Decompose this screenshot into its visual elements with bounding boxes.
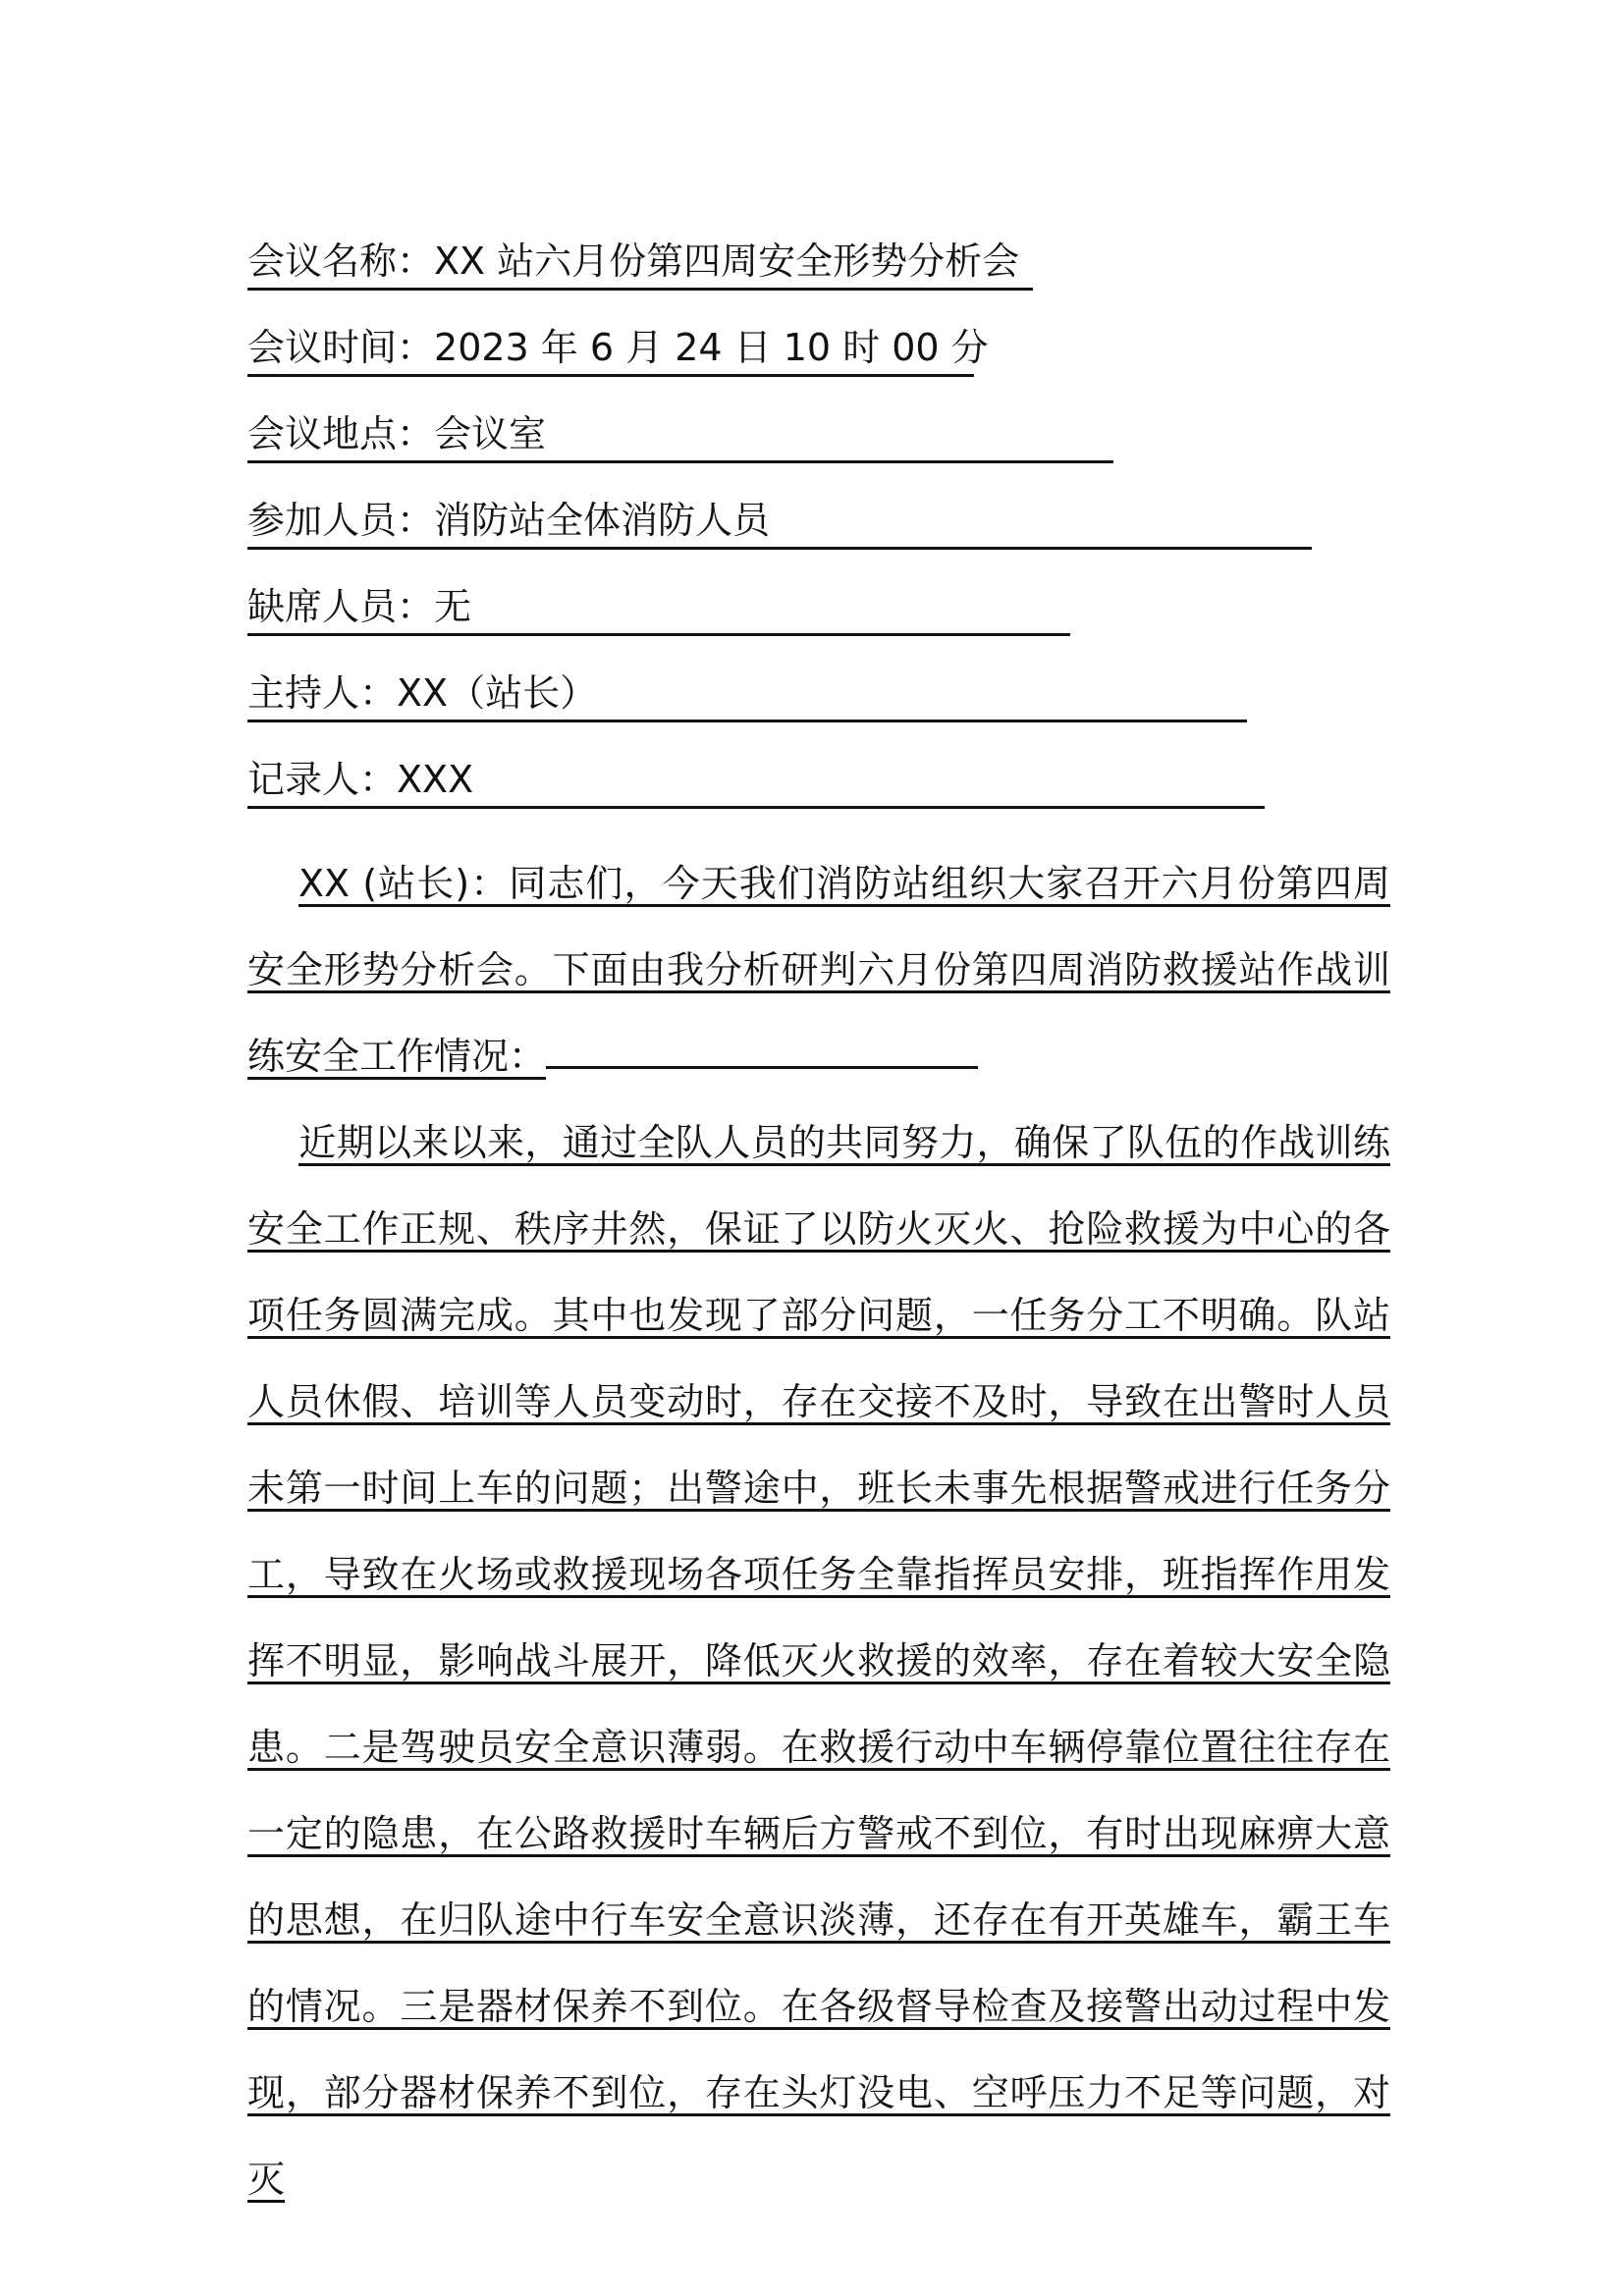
field-meeting-name [247,236,1390,322]
field-label: 主持人： [247,671,398,715]
field-underline [247,498,1312,550]
field-attendees [247,495,1390,581]
field-underline [247,411,1113,463]
field-label: 会议名称： [247,240,435,283]
field-host [247,667,1390,754]
paragraph-text: XX (站长)：同志们，今天我们消防站组织大家召开六月份第四周安全形势分析会。下面由我分析研判六月份第四周消防救援站作战训练安全工作情况： [247,862,1390,1078]
field-label: 会议地点： [247,412,435,455]
field-label: 缺席人员： [247,585,435,628]
paragraph-text: 近期以来以来，通过全队人员的共同努力，确保了队伍的作战训练安全工作正规、秩序井然，保证了以防火灭火、抢险救援为中心的各项任务圆满完成。其中也发现了部分问题，一任务分工不明确。队站人员休假、培训等人员变动时，存在交接不及时，导致在出警时人员未第一时间上车的问题；出警途中，班长未事先根据警戒进行任务分工，导致在火场或救援现场各项任务全靠指挥员安排，班指挥作用发挥不明显，影响战斗展开，降低灭火救援的效率，存在着较大安全隐患。二是驾驶员安全意识薄弱。在救援行动中车辆停靠位置往往存在一定的隐患，在公路救援时车辆后方警戒不到位，有时出现麻痹大意的思想，在归队途中行车安全意识淡薄，还存在有开英雄车，霸王车的情况。三是器材保养不到位。在各级督导检查及接警出动过程中发现，部分器材保养不到位，存在头灯没电、空呼压力不足等问题，对灭 [247,1121,1390,2201]
document-page [247,236,1390,2222]
field-value: XX 站六月份第四周安全形势分析会 [434,240,1020,283]
field-label: 记录人： [247,758,398,801]
field-value: XXX [397,758,474,801]
field-value: 消防站全体消防人员 [434,499,771,542]
field-label: 参加人员： [247,499,435,542]
field-underline [247,670,1247,722]
field-value: 2023 年 6 月 24 日 10 时 00 分 [434,326,989,369]
trailing-underline [546,1056,978,1069]
field-value: 会议室 [434,412,547,455]
paragraph-analysis [247,1099,1390,2222]
field-underline [247,325,989,377]
field-underline [247,584,1070,636]
field-value: XX（站长） [397,671,598,715]
field-absentees [247,581,1390,667]
field-label: 会议时间： [247,326,435,369]
field-meeting-place [247,408,1390,495]
field-recorder [247,754,1390,840]
field-value: 无 [434,585,472,628]
paragraph-opening [247,840,1390,1099]
field-meeting-time [247,322,1390,408]
field-underline [247,757,1265,809]
field-underline [247,239,1033,291]
